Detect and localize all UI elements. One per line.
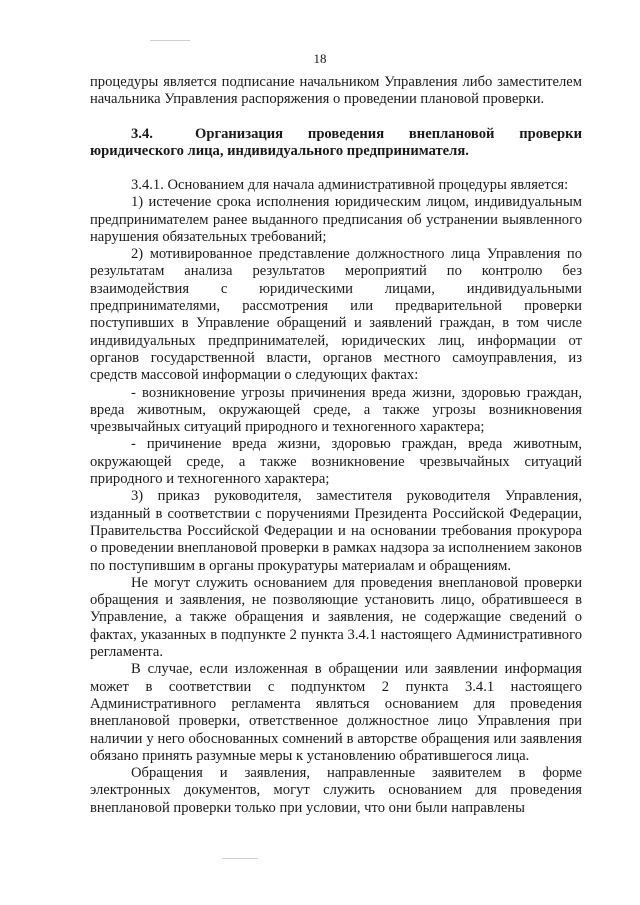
paragraph-not-grounds: Не могут служить основанием для проведения внеплановой проверки обращения и заявления, не позволяющие установить лицо, обратившееся в Управление, а также обращения и заявления, не содержащие сведений о фактах, указанных в подпункте 2 пункта 3.4.1 настоящего Административного регламента. <box>90 574 582 661</box>
section-number: 3.4. <box>131 126 153 142</box>
paragraph-fact-harm: - причинение вреда жизни, здоровью граждан, вреда животным, окружающей среде, а также возникновение чрезвычайных ситуаций природного и техногенного характера; <box>90 436 582 488</box>
section-heading <box>90 126 582 161</box>
paragraph-item-1: 1) истечение срока исполнения юридическим лицом, индивидуальным предпринимателем ранее выданного предписания об устранении выявленного нарушения обязательных требований; <box>90 194 582 245</box>
paragraph-electronic: Обращения и заявления, направленные заявителем в форме электронных документов, могут служить основанием для проведения внеплановой проверки только при условии, что они были направлены <box>90 765 582 816</box>
paragraph-doubts: В случае, если изложенная в обращении или заявлении информация может в соответствии с подпунктом 2 пункта 3.4.1 настоящего Административного регламента являться основанием для проведения внеплановой проверки, ответственное должностное лицо Управления при наличии у него обоснованных сомнений в авторстве обращения или заявления обязано принять разумные меры к установлению обратившегося лица. <box>90 661 582 764</box>
section-heading-block <box>90 126 582 161</box>
intro-paragraph-block <box>90 74 582 109</box>
page-number: 18 <box>313 51 327 66</box>
paragraph-item-3: 3) приказ руководителя, заместителя руководителя Управления, изданный в соответствии с поручениями Президента Российской Федерации, Правительства Российской Федерации и на основании требования прокурора о проведении внеплановой проверки в рамках надзора за исполнением законов по поступившим в органы прокуратуры материалам и обращениям. <box>90 488 583 574</box>
section-title: Организация проведения внеплановой проверки юридического лица, индивидуального предпринимателя. <box>90 126 582 160</box>
intro-paragraph: процедуры является подписание начальником Управления либо заместителем начальника Управления распоряжения о проведении плановой проверки. <box>90 74 582 108</box>
body-text <box>90 177 582 817</box>
paragraph-fact-threat: - возникновение угрозы причинения вреда жизни, здоровью граждан, вреда животным, окружающей среде, а также угрозы возникновения чрезвычайных ситуаций природного и техногенного характера; <box>90 384 582 436</box>
scan-artifact-top <box>150 40 190 41</box>
scan-artifact-bottom <box>222 858 258 859</box>
paragraph-item-2: 2) мотивированное представление должностного лица Управления по результатам анализа результатов мероприятий по контролю без взаимодействия с юридическими лицами, индивидуальными предпринимателями, рассмотрения или предварительной проверки поступивших в Управление обращений и заявлений граждан, в том числе индивидуальных предпринимателей, юридических лиц, информации от органов государственной власти, органов местного самоуправления, из средств массовой информации о следующих фактах: <box>90 246 582 384</box>
paragraph-3-4-1: 3.4.1. Основанием для начала административной процедуры является: <box>131 177 569 193</box>
